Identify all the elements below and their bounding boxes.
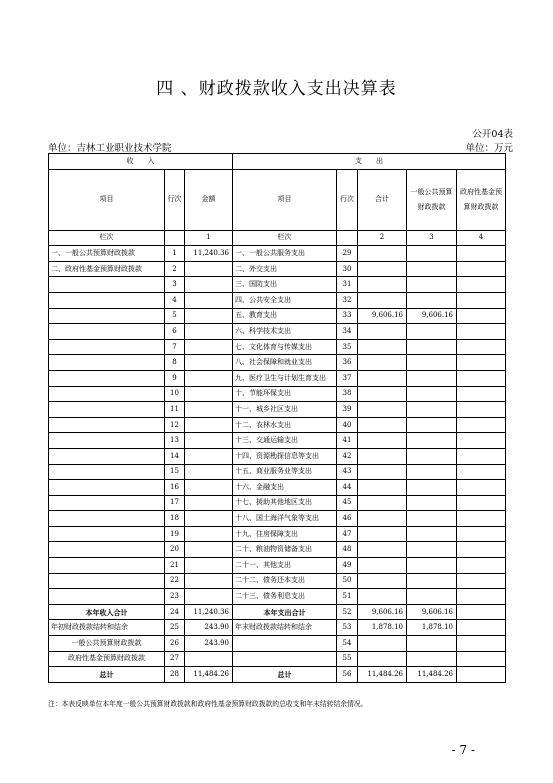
expense-total [358,261,407,277]
income-item [49,355,165,371]
expense-total [358,339,407,355]
income-amount [185,402,233,418]
income-row-no: 3 [165,277,185,293]
income-row-no: 12 [165,417,185,433]
expense-general-budget [407,433,457,449]
expense-item: 本年支出合计 [233,604,337,620]
table-row [49,589,506,605]
income-row-no: 18 [165,511,185,527]
income-item: 一般公共预算财政拨款 [49,636,165,652]
table-row [49,277,506,293]
expense-total [358,464,407,480]
expense-row-no: 41 [337,433,358,449]
expense-item: 四、公共安全支出 [233,292,337,308]
expense-general-budget [407,511,457,527]
expense-gov-fund [457,620,506,636]
expense-item: 十六、金融支出 [233,480,337,496]
expense-general-budget [407,339,457,355]
table-row [49,495,506,511]
income-item [49,370,165,386]
expense-gov-fund [457,542,506,558]
expense-item: 二十三、债务利息支出 [233,589,337,605]
expense-item: 一、一般公共服务支出 [233,246,337,262]
income-item [49,573,165,589]
table-row [49,433,506,449]
expense-item: 十二、农林水支出 [233,417,337,433]
expense-total [358,573,407,589]
expense-row-no: 55 [337,651,358,667]
income-amount [185,448,233,464]
table-row [49,636,506,652]
table-row [49,370,506,386]
income-amount: 243.90 [185,636,233,652]
expense-item: 十五、商业服务业等支出 [233,464,337,480]
table-row [49,620,506,636]
income-item [49,339,165,355]
expense-gov-fund [457,495,506,511]
expense-general-budget [407,417,457,433]
income-amount [185,324,233,340]
expense-gov-fund [457,433,506,449]
table-row [49,355,506,371]
expense-gov-fund [457,511,506,527]
income-item [49,308,165,324]
expense-row-no: 49 [337,558,358,574]
gov-fund-header: 政府性基金预算财政拨款 [457,169,506,230]
income-section-header: 收 入 [49,154,233,170]
income-colno-label: 栏次 [49,230,165,246]
expense-general-budget [407,448,457,464]
income-row-no: 14 [165,448,185,464]
expense-gov-fund [457,386,506,402]
expense-general-budget [407,386,457,402]
income-item: 年初财政拨款结转和结余 [49,620,165,636]
income-colno-1: 1 [185,230,233,246]
currency-unit: 单位：万元 [465,143,513,154]
expense-item: 二十一、其他支出 [233,558,337,574]
expense-general-budget [407,651,457,667]
income-item [49,324,165,340]
table-row [49,573,506,589]
income-item [49,542,165,558]
table-row [49,604,506,620]
income-row-no: 19 [165,526,185,542]
income-amount [185,355,233,371]
expense-gov-fund [457,355,506,371]
expense-gov-fund [457,589,506,605]
expense-row-no: 45 [337,495,358,511]
expense-item: 五、教育支出 [233,308,337,324]
income-amount [185,339,233,355]
income-row-no: 28 [165,667,185,683]
income-item [49,511,165,527]
expense-gov-fund [457,277,506,293]
expense-row-no: 40 [337,417,358,433]
income-row-no: 10 [165,386,185,402]
expense-row-no: 56 [337,667,358,683]
expense-row-no: 42 [337,448,358,464]
expense-general-budget [407,261,457,277]
general-budget-header: 一般公共预算财政拨款 [407,169,457,230]
income-amount [185,386,233,402]
expense-row-no: 43 [337,464,358,480]
income-amount [185,558,233,574]
table-row [49,246,506,262]
income-item [49,402,165,418]
expense-gov-fund [457,526,506,542]
income-amount: 11,240.36 [185,604,233,620]
table-row [49,511,506,527]
expense-gov-fund [457,370,506,386]
income-item [49,433,165,449]
income-row-no: 7 [165,339,185,355]
income-item-header: 项目 [49,169,165,230]
income-amount [185,433,233,449]
income-row-no: 15 [165,464,185,480]
expense-gov-fund [457,448,506,464]
income-item [49,526,165,542]
expense-row-no: 54 [337,636,358,652]
expense-colno-3: 3 [407,230,457,246]
income-amount-header: 金额 [185,169,233,230]
income-row-no: 27 [165,651,185,667]
expense-item: 二十、粮油物资储备支出 [233,542,337,558]
expense-general-budget [407,324,457,340]
table-row [49,308,506,324]
expense-row-no: 37 [337,370,358,386]
income-row-no: 13 [165,433,185,449]
expense-total: 9,606.16 [358,308,407,324]
table-row [49,417,506,433]
expense-row-no: 31 [337,277,358,293]
expense-general-budget [407,277,457,293]
expense-total [358,433,407,449]
form-code: 公开04表 [472,129,513,140]
expense-gov-fund [457,464,506,480]
expense-row-no: 36 [337,355,358,371]
expense-general-budget [407,573,457,589]
expense-row-no: 29 [337,246,358,262]
expense-gov-fund [457,667,506,683]
table-row [49,324,506,340]
expense-row-no: 35 [337,339,358,355]
expense-general-budget [407,464,457,480]
expense-general-budget: 1,878.10 [407,620,457,636]
expense-item: 二、外交支出 [233,261,337,277]
expense-row-no: 38 [337,386,358,402]
expense-total [358,277,407,293]
expense-item: 十九、住房保障支出 [233,526,337,542]
income-amount [185,589,233,605]
expense-general-budget: 9,606.16 [407,604,457,620]
expense-total [358,402,407,418]
expense-total [358,292,407,308]
income-amount [185,511,233,527]
expense-colno-label: 栏次 [233,230,337,246]
expense-item: 十七、援助其他地区支出 [233,495,337,511]
expense-item: 三、国防支出 [233,277,337,293]
table-row [49,402,506,418]
expense-general-budget [407,246,457,262]
expense-item: 年末财政拨款结转和结余 [233,620,337,636]
table-row [49,448,506,464]
expense-item [233,636,337,652]
expense-gov-fund [457,402,506,418]
income-amount [185,464,233,480]
income-item [49,448,165,464]
expense-total [358,324,407,340]
expense-total-header: 合计 [358,169,407,230]
expense-general-budget [407,402,457,418]
income-item [49,292,165,308]
expense-colno-4: 4 [457,230,506,246]
page-number: - 7 - [451,743,475,757]
table-row [49,542,506,558]
income-item [49,417,165,433]
expense-item [233,651,337,667]
column-number-row [49,230,506,246]
expense-total [358,480,407,496]
expense-general-budget: 9,606.16 [407,308,457,324]
income-amount [185,542,233,558]
expense-item-header: 项目 [233,169,337,230]
expense-gov-fund [457,292,506,308]
expense-gov-fund [457,636,506,652]
expense-row-no: 33 [337,308,358,324]
expense-total [358,636,407,652]
expense-general-budget [407,370,457,386]
table-footnote: 注：本表反映单位本年度一般公共预算财政拨款和政府性基金预算财政拨款的总收支和年末结转结余情况。 [48,700,368,708]
expense-total: 11,484.26 [358,667,407,683]
expense-general-budget [407,292,457,308]
income-item [49,558,165,574]
expense-gov-fund [457,324,506,340]
table-row [49,667,506,683]
expense-row-no: 52 [337,604,358,620]
expense-general-budget [407,589,457,605]
income-item: 一、一般公共预算财政拨款 [49,246,165,262]
expense-row-no: 39 [337,402,358,418]
expense-row-no: 46 [337,511,358,527]
expense-general-budget [407,355,457,371]
table-row [49,261,506,277]
expense-item: 十一、城乡社区支出 [233,402,337,418]
expense-total [358,355,407,371]
income-row-no: 23 [165,589,185,605]
expense-general-budget [407,526,457,542]
expense-general-budget [407,636,457,652]
expense-total [358,448,407,464]
income-row-no: 17 [165,495,185,511]
income-amount [185,651,233,667]
expense-row-no: 32 [337,292,358,308]
income-item [49,277,165,293]
expense-general-budget: 11,484.26 [407,667,457,683]
expense-item: 六、科学技术支出 [233,324,337,340]
expense-gov-fund [457,246,506,262]
income-amount [185,261,233,277]
income-item: 政府性基金预算财政拨款 [49,651,165,667]
expense-item: 七、文化体育与传媒支出 [233,339,337,355]
income-row-no: 26 [165,636,185,652]
income-item [49,464,165,480]
expense-general-budget [407,480,457,496]
expense-total [358,651,407,667]
expense-item: 十四、资源勘探信息等支出 [233,448,337,464]
table-row [49,339,506,355]
expense-total [358,511,407,527]
income-row-no: 20 [165,542,185,558]
income-row-no: 22 [165,573,185,589]
expense-gov-fund [457,261,506,277]
income-item: 二、政府性基金预算财政拨款 [49,261,165,277]
page-title: 四 、财政拨款收入支出决算表 [156,79,397,99]
finance-table [48,153,506,683]
expense-total [358,246,407,262]
expense-row-no: 51 [337,589,358,605]
income-item [49,480,165,496]
income-amount: 11,484.26 [185,667,233,683]
income-item [49,386,165,402]
header-row-sections [49,154,506,170]
income-row-no: 21 [165,558,185,574]
expense-gov-fund [457,573,506,589]
expense-item: 十八、国土海洋气象等支出 [233,511,337,527]
income-row-no: 9 [165,370,185,386]
expense-row-no: 50 [337,573,358,589]
income-row-no: 6 [165,324,185,340]
income-amount [185,277,233,293]
expense-section-header: 支 出 [233,154,506,170]
expense-row-no: 47 [337,526,358,542]
income-amount [185,292,233,308]
expense-total: 9,606.16 [358,604,407,620]
expense-total [358,526,407,542]
expense-item: 二十二、债务还本支出 [233,573,337,589]
income-amount: 243.90 [185,620,233,636]
expense-total [358,589,407,605]
expense-total: 1,878.10 [358,620,407,636]
expense-gov-fund [457,417,506,433]
income-item: 本年收入合计 [49,604,165,620]
table-row [49,464,506,480]
expense-row-no: 34 [337,324,358,340]
expense-item: 九、医疗卫生与计划生育支出 [233,370,337,386]
table-row [49,526,506,542]
expense-row-no: 44 [337,480,358,496]
header-row-columns [49,169,506,230]
income-amount [185,495,233,511]
income-item: 总计 [49,667,165,683]
income-row-no: 24 [165,604,185,620]
expense-general-budget [407,542,457,558]
expense-gov-fund [457,308,506,324]
income-amount [185,573,233,589]
income-rowno-header: 行次 [165,169,185,230]
expense-item: 十三、交通运输支出 [233,433,337,449]
expense-rowno-header: 行次 [337,169,358,230]
expense-total [358,417,407,433]
expense-item: 十、节能环保支出 [233,386,337,402]
income-amount [185,370,233,386]
expense-total [358,558,407,574]
income-amount: 11,240.36 [185,246,233,262]
expense-total [358,495,407,511]
income-amount [185,417,233,433]
income-row-no: 5 [165,308,185,324]
table-row [49,386,506,402]
expense-gov-fund [457,480,506,496]
expense-gov-fund [457,558,506,574]
expense-total [358,542,407,558]
table-row [49,558,506,574]
income-amount [185,526,233,542]
income-item [49,495,165,511]
expense-general-budget [407,558,457,574]
expense-row-no: 30 [337,261,358,277]
income-row-no: 11 [165,402,185,418]
expense-item: 八、社会保障和就业支出 [233,355,337,371]
table-row [49,292,506,308]
reporting-unit: 单位：吉林工业职业技术学院 [48,143,172,154]
income-row-no: 8 [165,355,185,371]
expense-row-no: 53 [337,620,358,636]
expense-colno-2: 2 [358,230,407,246]
table-row [49,480,506,496]
expense-gov-fund [457,604,506,620]
expense-total [358,370,407,386]
income-amount [185,480,233,496]
income-item [49,589,165,605]
income-row-no: 2 [165,261,185,277]
table-row [49,651,506,667]
income-row-no: 4 [165,292,185,308]
expense-total [358,386,407,402]
income-row-no: 16 [165,480,185,496]
expense-row-no: 48 [337,542,358,558]
expense-item: 总计 [233,667,337,683]
expense-general-budget [407,495,457,511]
income-amount [185,308,233,324]
income-row-no: 25 [165,620,185,636]
expense-gov-fund [457,651,506,667]
expense-gov-fund [457,339,506,355]
income-row-no: 1 [165,246,185,262]
